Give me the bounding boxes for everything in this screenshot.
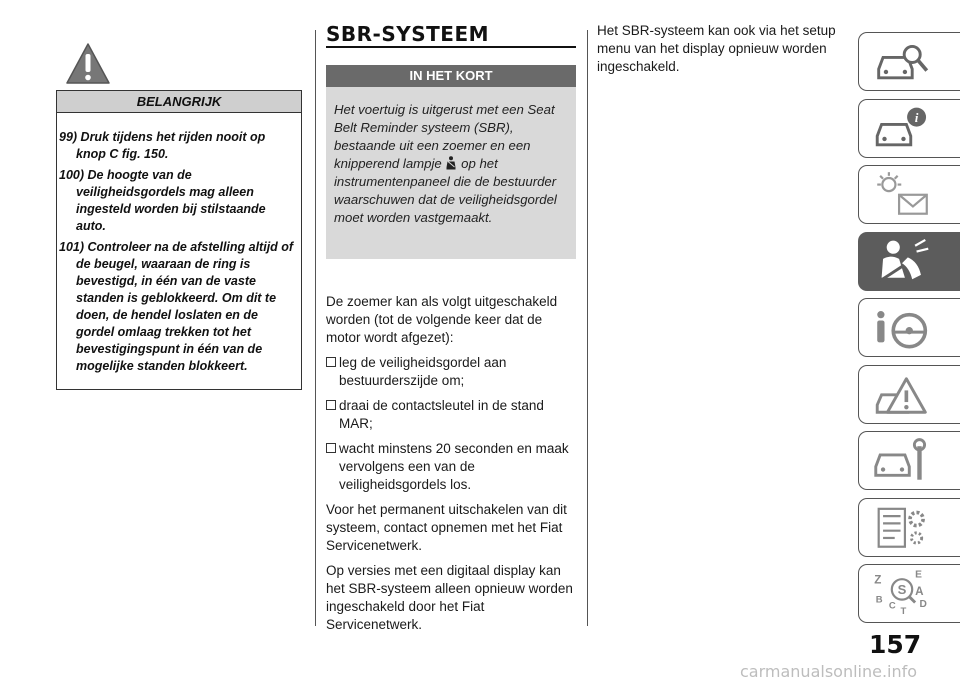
index-letter: S — [897, 581, 907, 597]
warning-item: 101) Controleer na de afstelling altijd of de beugel, waaraan de ring is bevestigd, in één van de vaste standen is geblokkeerd. Om dit te doen, de hendel loslaten en de gordel omlaag trekken tot het bevestigingspunt in één van de mogelijke standen blokkeert. — [59, 240, 294, 373]
summary-header: IN HET KORT — [326, 65, 576, 87]
tab-car-info[interactable] — [858, 99, 960, 158]
warning-triangle-icon — [64, 40, 112, 88]
summary-text-cont: op het instrumentenpaneel die de bestuurder waarschuwen dat de veiligheidsgordel moet worden vastgemaakt. — [334, 156, 557, 225]
main-column — [326, 22, 576, 641]
warning-item: 99) Druk tijdens het rijden nooit op knop C fig. 150. — [59, 130, 266, 161]
bullet-text: draai de contactsleutel in de stand MAR; — [339, 398, 544, 431]
intro-paragraph: De zoemer kan als volgt uitgeschakeld worden (tot de volgende keer dat de motor wordt afgezet): — [326, 294, 558, 345]
section-title: SBR-SYSTEEM — [326, 22, 576, 48]
index-icon — [869, 569, 935, 620]
starting-driving-icon — [869, 303, 935, 354]
checkbox-bullet-icon — [326, 443, 336, 453]
tab-seat-safety[interactable] — [858, 232, 960, 291]
summary-box — [326, 87, 576, 259]
checkbox-bullet-icon — [326, 357, 336, 367]
index-letter: A — [915, 585, 924, 599]
index-letter: C — [888, 600, 896, 612]
maintenance-icon — [869, 436, 935, 487]
tab-technical-data[interactable] — [858, 498, 960, 557]
seatbelt-warning-icon — [445, 156, 457, 170]
index-letter: D — [919, 598, 927, 610]
checkbox-bullet-icon — [326, 400, 336, 410]
watermark: carmanualsonline.info — [740, 662, 918, 681]
tab-maintenance[interactable] — [858, 431, 960, 490]
emergency-icon — [869, 370, 935, 421]
bullet-item — [326, 354, 576, 390]
warning-item: 100) De hoogte van de veiligheidsgordels mag alleen ingesteld worden bij stilstaande auto. — [59, 168, 266, 233]
seat-safety-icon — [869, 237, 935, 288]
tab-index[interactable] — [858, 564, 960, 623]
index-letter: Z — [874, 573, 882, 587]
warning-list — [57, 129, 301, 375]
tab-car-search[interactable] — [858, 32, 960, 91]
bullet-text: wacht minstens 20 seconden en maak vervolgens een van de veiligheidsgordels los. — [339, 441, 569, 492]
car-search-icon — [869, 37, 935, 88]
technical-data-icon — [869, 503, 935, 554]
warning-header: BELANGRIJK — [57, 91, 301, 113]
index-letter: B — [875, 594, 883, 606]
column-divider — [315, 30, 316, 626]
index-letter: E — [915, 569, 922, 581]
summary-text: Het voertuig is uitgerust met een Seat Belt Reminder systeem (SBR), bestaande uit een zoemer en een knipperend lampje — [334, 102, 555, 171]
setup-paragraph: Het SBR-systeem kan ook via het setup menu van het display opnieuw worden ingeschakeld. — [597, 23, 836, 74]
index-letter: T — [900, 606, 907, 618]
digital-display-paragraph: Op versies met een digitaal display kan het SBR-systeem alleen opnieuw worden ingeschakeld door het Fiat Servicenetwerk. — [326, 563, 573, 632]
tab-emergency[interactable] — [858, 365, 960, 424]
page-number: 157 — [869, 630, 922, 659]
warning-box — [56, 90, 302, 390]
dashboard-lights-icon — [869, 170, 935, 221]
permanent-paragraph: Voor het permanent uitschakelen van dit systeem, contact opnemen met het Fiat Servicenetwerk. — [326, 502, 567, 553]
svg-text:i: i — [914, 109, 919, 125]
bullet-text: leg de veiligheidsgordel aan bestuurderszijde om; — [339, 355, 507, 388]
bullet-item — [326, 397, 576, 433]
tab-dashboard-lights[interactable] — [858, 165, 960, 224]
tab-starting-driving[interactable] — [858, 298, 960, 357]
car-info-icon — [869, 104, 935, 155]
body-text — [326, 293, 576, 634]
bullet-item — [326, 440, 576, 494]
column-divider — [587, 30, 588, 626]
right-column — [597, 22, 842, 76]
